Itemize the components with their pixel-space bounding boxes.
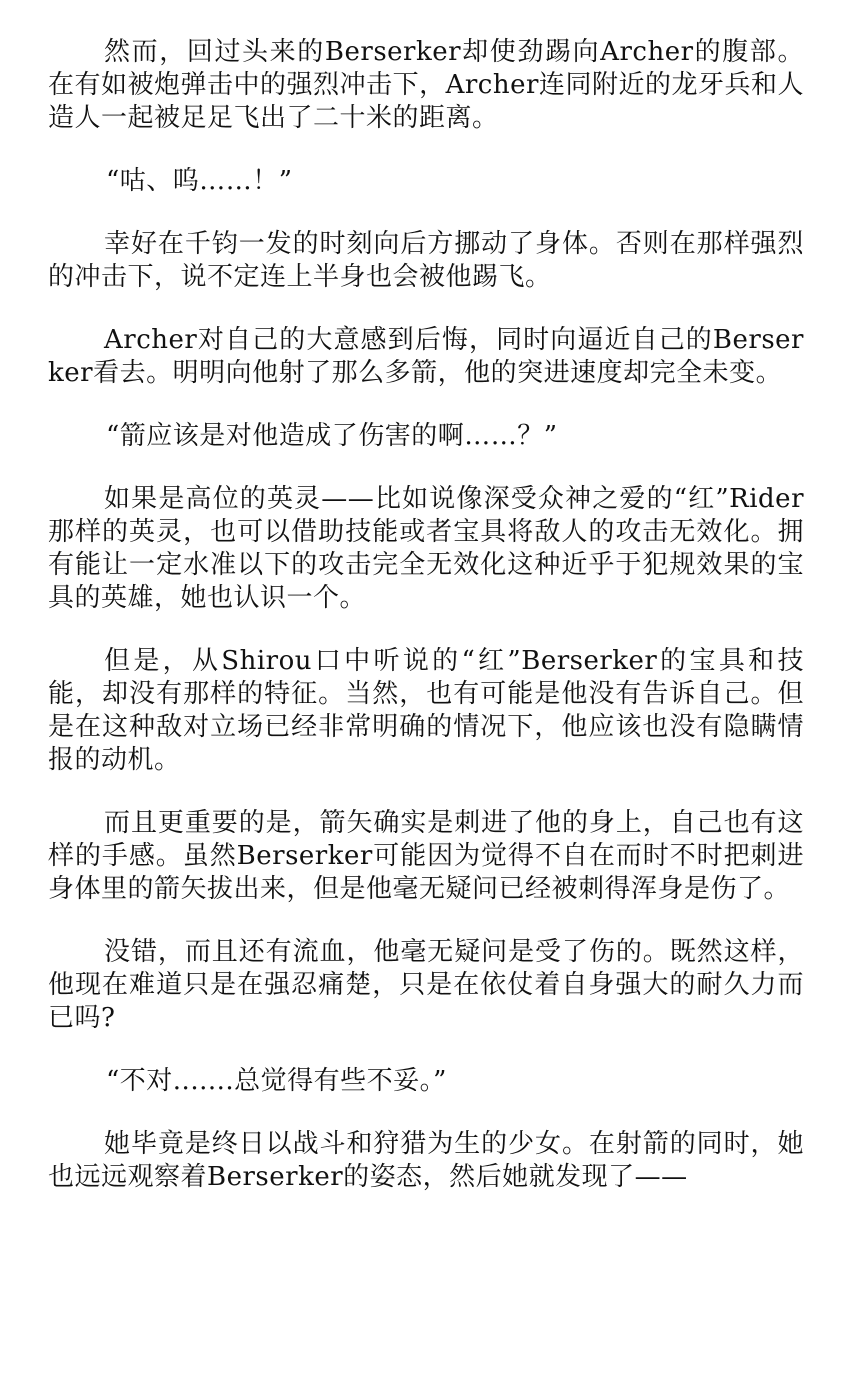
paragraph: 而且更重要的是，箭矢确实是刺进了他的身上，自己也有这样的手感。虽然Berserker可能因为觉得不自在而时不时把刺进身体里的箭矢拔出来，但是他毫无疑问已经被刺得浑身是伤了。: [48, 808, 804, 904]
dialogue-line: “咕、呜……！”: [106, 166, 293, 196]
dialogue-line: “箭应该是对他造成了伤害的啊……？”: [106, 421, 558, 451]
paragraph: 然而，回过头来的Berserker却使劲踢向Archer的腹部。在有如被炮弹击中的强烈冲击下，Archer连同附近的龙牙兵和人造人一起被足足飞出了二十米的距离。: [48, 37, 804, 133]
paragraph: Archer对自己的大意感到后悔，同时向逼近自己的Berserker看去。明明向他射了那么多箭，他的突进速度却完全未变。: [48, 325, 804, 388]
paragraph: 幸好在千钧一发的时刻向后方挪动了身体。否则在那样强烈的冲击下，说不定连上半身也会被他踢飞。: [48, 229, 804, 292]
paragraph: 没错，而且还有流血，他毫无疑问是受了伤的。既然这样，他现在难道只是在强忍痛楚，只是在依仗着自身强大的耐久力而已吗?: [48, 937, 804, 1033]
paragraph: 如果是高位的英灵——比如说像深受众神之爱的“红”Rider那样的英灵，也可以借助技能或者宝具将敌人的攻击无效化。拥有能让一定水准以下的攻击完全无效化这种近乎于犯规效果的宝具的英雄，她也认识一个。: [48, 484, 804, 613]
paragraph: 她毕竟是终日以战斗和狩猎为生的少女。在射箭的同时，她也远远观察着Berserker的姿态，然后她就发现了——: [48, 1129, 804, 1192]
document-body: [48, 36, 804, 1224]
paragraph: 但是，从Shirou口中听说的“红”Berserker的宝具和技能，却没有那样的特征。当然，也有可能是他没有告诉自己。但是在这种敌对立场已经非常明确的情况下，他应该也没有隐瞒情报的动机。: [48, 646, 804, 775]
dialogue-line: “不对.......总觉得有些不妥。”: [106, 1066, 447, 1096]
